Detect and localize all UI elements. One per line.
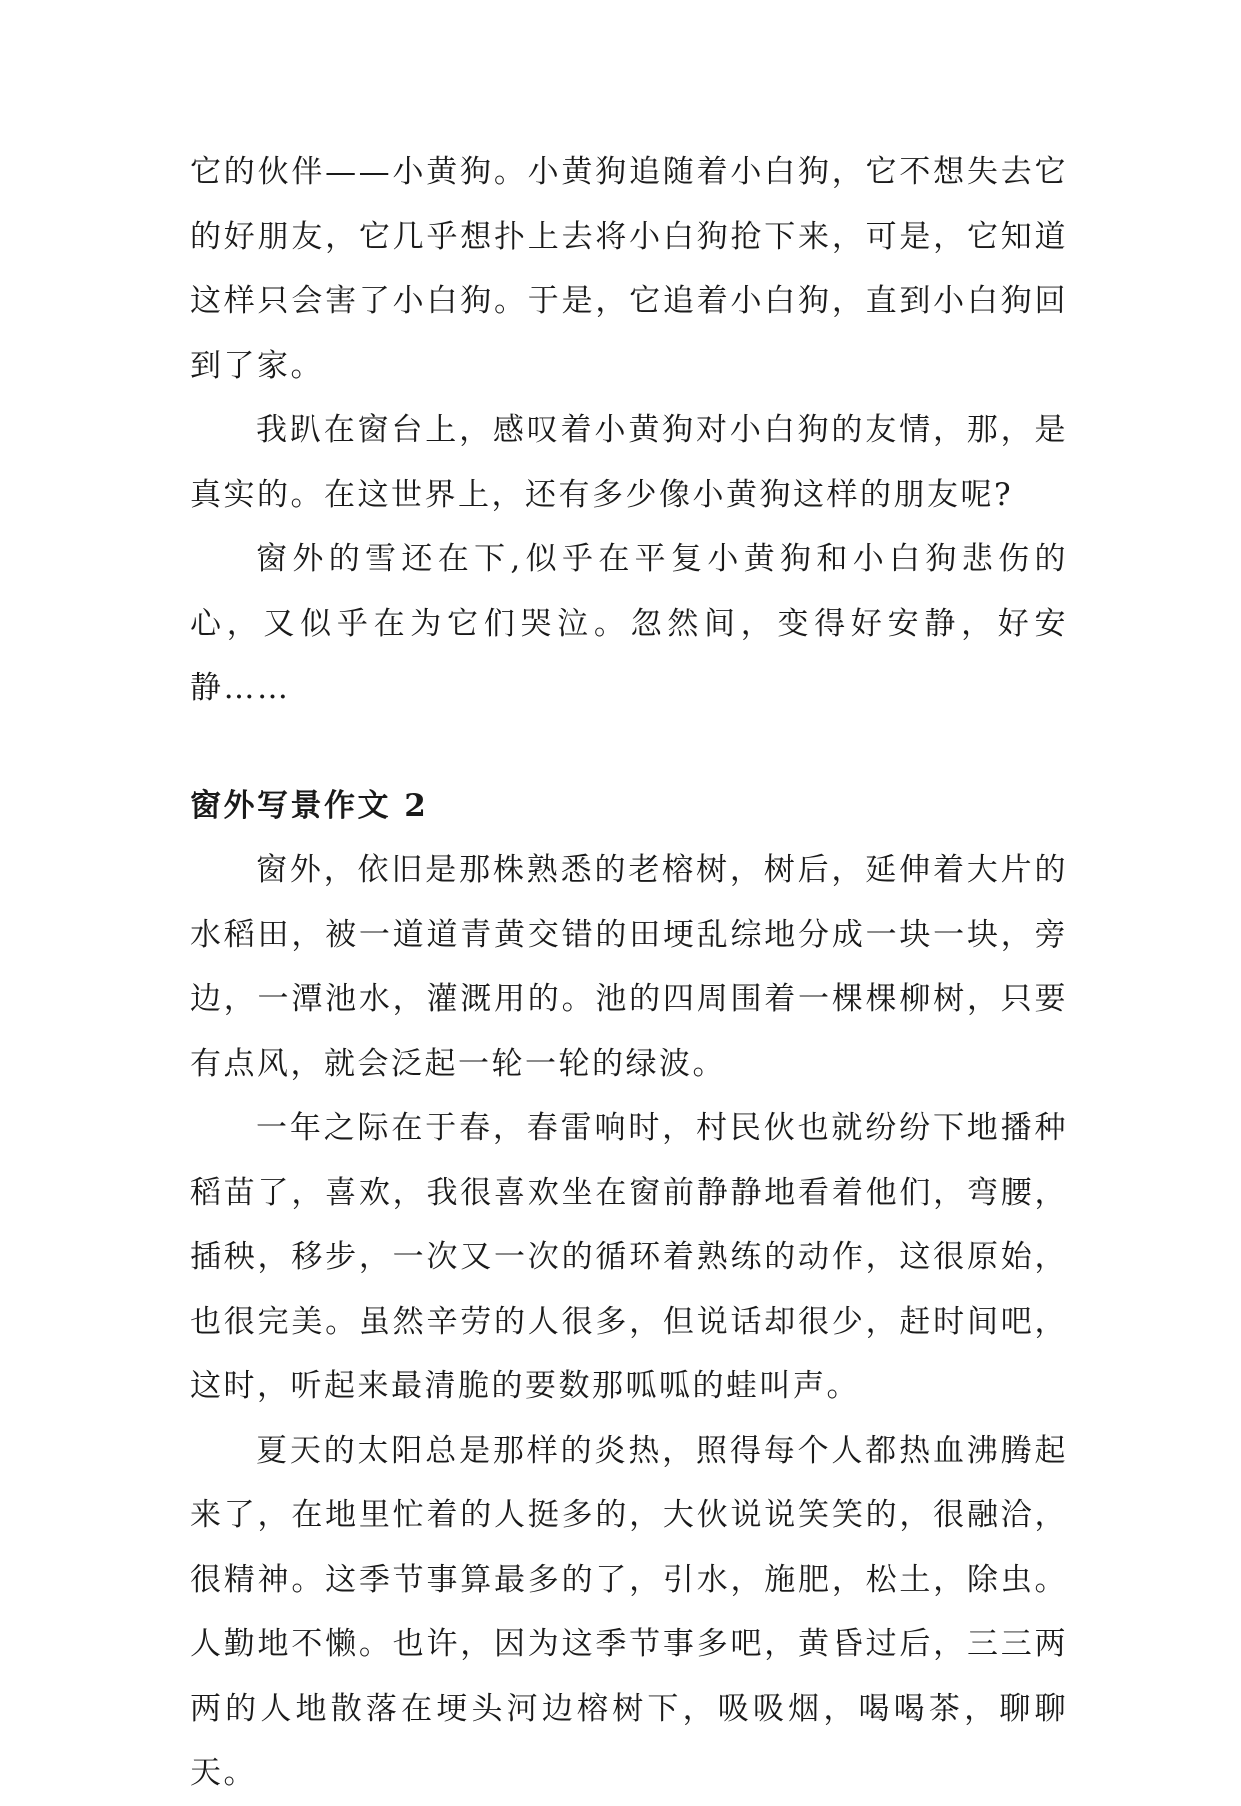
paragraph: 一年之际在于春，春雷响时，村民伙也就纷纷下地播种稻苗了，喜欢，我很喜欢坐在窗前静静地看着他们，弯腰，插秧，移步，一次又一次的循环着熟练的动作，这很原始，也很完美。虽然辛劳的人很多，但说话却很少，赶时间吧，这时，听起来最清脆的要数那呱呱的蛙叫声。 xyxy=(190,1110,1068,1404)
paragraph: 窗外，依旧是那株熟悉的老榕树，树后，延伸着大片的水稻田，被一道道青黄交错的田埂乱综地分成一块一块，旁边，一潭池水，灌溉用的。池的四周围着一棵棵柳树，只要有点风，就会泛起一轮一轮的绿波。 xyxy=(190,852,1068,1082)
paragraph: 我趴在窗台上，感叹着小黄狗对小白狗的友情，那，是真实的。在这世界上，还有多少像小黄狗这样的朋友呢? xyxy=(190,412,1068,513)
paragraph: 夏天的太阳总是那样的炎热，照得每个人都热血沸腾起来了，在地里忙着的人挺多的，大伙说说笑笑的，很融洽，很精神。这季节事算最多的了，引水，施肥，松土，除虫。人勤地不懒。也许，因为这季节事多吧，黄昏过后，三三两两的人地散落在埂头河边榕树下，吸吸烟，喝喝茶，聊聊天。 xyxy=(190,1432,1068,1791)
paragraph: 窗外的雪还在下,似乎在平复小黄狗和小白狗悲伤的心，又似乎在为它们哭泣。忽然间，变得好安静，好安静…… xyxy=(190,541,1068,706)
document-body xyxy=(190,140,1068,1806)
section-title: 窗外写景作文 2 xyxy=(190,787,429,824)
paragraph-continuation: 它的伙伴——小黄狗。小黄狗追随着小白狗，它不想失去它的好朋友，它几乎想扑上去将小白狗抢下来，可是，它知道这样只会害了小白狗。于是，它追着小白狗，直到小白狗回到了家。 xyxy=(190,154,1068,384)
